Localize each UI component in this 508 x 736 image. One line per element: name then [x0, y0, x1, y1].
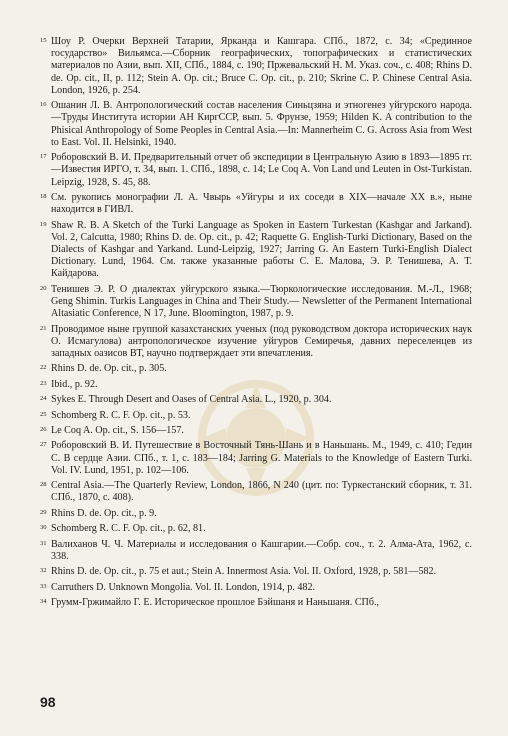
footnote-number: 32 — [40, 567, 47, 575]
footnote-number: 27 — [40, 441, 47, 449]
footnote-number: 20 — [40, 284, 47, 292]
footnote-number: 18 — [40, 193, 47, 200]
footnote-text: Le Coq A. Op. cit., S. 156—157. — [51, 424, 184, 436]
footnote — [40, 582, 472, 594]
footnote-text: Central Asia.—The Quarterly Review, London, 1866, N 240 (цит. по: Туркестанский сборник, т. 31. СПб., 1870, с. 408). — [51, 480, 472, 504]
footnote-text: Ошанин Л. В. Антропологический состав населения Синьцзяна и этногенез уйгурского народа.—Труды Института истории АН КиргССР, вып. 5. Фрунзе, 1959; Hilden K. A contribution to the Phisical Anthropology of Some Peoples in Central Asia.—In: Mannerheim C. G. Across Asia from West to East. Vol. II. Helsinki, 1940. — [51, 100, 472, 148]
footnote — [40, 152, 472, 189]
footnote-text: Валиханов Ч. Ч. Материалы и исследования о Кашгарии.—Собр. соч., т. 2. Алма-Ата, 1962, с. 338. — [51, 538, 472, 562]
footnote-text: Роборовский В. И. Путешествие в Восточный Тянь-Шань и в Наньшань. М., 1949, с. 410; Гедин С. В сердце Азии. СПб., т. 1, с. 183—184; Jarring G. Materials to the Knowledge of Eastern Turki. Vol. IV. Lund, 1951, p. 102—106. — [51, 440, 472, 476]
footnote-number: 21 — [40, 324, 47, 332]
footnote-number: 17 — [40, 153, 47, 161]
footnote-text: Schomberg R. C. F. Op. cit., p. 53. — [51, 409, 191, 421]
footnote-number: 30 — [40, 524, 47, 532]
footnote-text: Роборовский В. И. Предварительный отчет об экспедиции в Центральную Азию в 1893—1895 гг.—Известия ИРГО, т. 34, вып. 1. СПб., 1898, с. 14; Le Coq A. Von Land und Leuten in Ost-Turkistan. Leipzig, 1928, S. 45, 88. — [51, 152, 472, 188]
footnote-text: Rhins D. de. Op. cit., p. 305. — [51, 363, 167, 375]
footnote-text: Грумм-Гржимайло Г. Е. Историческое прошлое Бэйшаня и Наньшаня. СПб., — [51, 596, 380, 608]
footnote-number: 29 — [40, 508, 47, 516]
footnote — [40, 220, 472, 281]
footnote-number: 24 — [40, 395, 47, 403]
footnote-text: Тенишев Э. Р. О диалектах уйгурского языка.—Тюркологические исследования. М.-Л., 1968; Geng Shimin. Turkis Languages in China and Their Study.— Newsletter of the Permanent International Altasiatic Conference, N 17, June. Bloomington, 1987, p. 9. — [51, 283, 472, 320]
footnote-text: Шоу Р. Очерки Верхней Татарии, Ярканда и Кашгара. СПб., 1872, с. 34; «Срединное государство» Вильямса.—Сборник географических, топографических и статистических материалов по Азии, вып. XII, СПб., 1884, с. 190; Пржевальский Н. М. Указ. соч., с. 408; Rhins D. de. Op. cit., II, p. 112; Stein A. Op. cit.; Bruce C. Op. cit., p. 210; Skrine C. P. Chinese Central Asia. London, 1926, p. 254. — [51, 36, 472, 96]
footnote-number: 23 — [40, 379, 47, 387]
footnotes — [40, 36, 472, 612]
footnote — [40, 394, 472, 406]
footnote-text: Sykes E. Through Desert and Oases of Central Asia. L., 1920, p. 304. — [51, 394, 332, 406]
footnote — [40, 440, 472, 477]
footnote — [40, 324, 472, 361]
footnote — [40, 539, 472, 563]
footnote-number: 34 — [40, 597, 47, 605]
footnote-number: 33 — [40, 582, 47, 590]
footnote-text: Проводимое ныне группой казахстанских ученых (под руководством доктора исторических наук О. Исмагулова) антропологическое изучение уйгуров Семиречья, давних переселенцев из западных оазисов ВТ, научно подтверждает эти впечатления. — [51, 323, 472, 359]
footnote — [40, 480, 472, 504]
footnote-text: Rhins D. de. Op. cit., p. 75 et aut.; Stein A. Innermost Asia. Vol. II. Oxford, 1928, p. 581—582. — [51, 566, 437, 578]
footnote-number: 28 — [40, 481, 47, 489]
page-number: 98 — [40, 694, 56, 710]
footnote — [40, 410, 472, 422]
footnote-number: 22 — [40, 364, 47, 372]
footnote — [40, 508, 472, 520]
footnote — [40, 379, 472, 391]
footnote-text: Carruthers D. Unknown Mongolia. Vol. II. London, 1914, p. 482. — [51, 581, 316, 593]
footnote — [40, 597, 472, 609]
footnote-number: 15 — [40, 37, 47, 44]
footnote-text: Ibid., p. 92. — [51, 378, 98, 390]
footnote-number: 16 — [40, 101, 47, 109]
footnote-number: 31 — [40, 539, 47, 547]
footnote-text: Rhins D. de. Op. cit., p. 9. — [51, 507, 157, 519]
footnote — [40, 100, 472, 149]
footnote — [40, 425, 472, 437]
footnote — [40, 284, 472, 321]
footnote-text: См. рукопись монографии Л. А. Чвырь «Уйгуры и их соседи в XIX—начале XX в.», ныне находится в ГИВЛ. — [51, 192, 472, 216]
footnote-number: 26 — [40, 425, 47, 433]
footnote — [40, 566, 472, 578]
footnote — [40, 523, 472, 535]
footnote-number: 25 — [40, 410, 47, 418]
footnote-text: Schomberg R. C. F. Op. cit., p. 62, 81. — [51, 523, 206, 535]
footnote-number: 19 — [40, 220, 47, 228]
footnote-text: Shaw R. B. A Sketch of the Turki Language as Spoken in Eastern Turkestan (Kashgar and Jarkand). Vol. 2, Calcutta, 1980; Rhins D. de. Op. cit., p. 42; Raquette G. English-Turki Dictionary, Based on the Dialects of Kashgar and Yarkand. Lund-Leipzig, 1927; Jarring G. An Eastern Turki-English Dialect Dictionary. Lund, 1964. См. также указанные работы С. Е. Малова, Э. Р. Тенишева, А. Т. Кайдарова. — [51, 219, 472, 280]
footnote — [40, 36, 472, 97]
footnote — [40, 192, 472, 216]
footnote — [40, 363, 472, 375]
